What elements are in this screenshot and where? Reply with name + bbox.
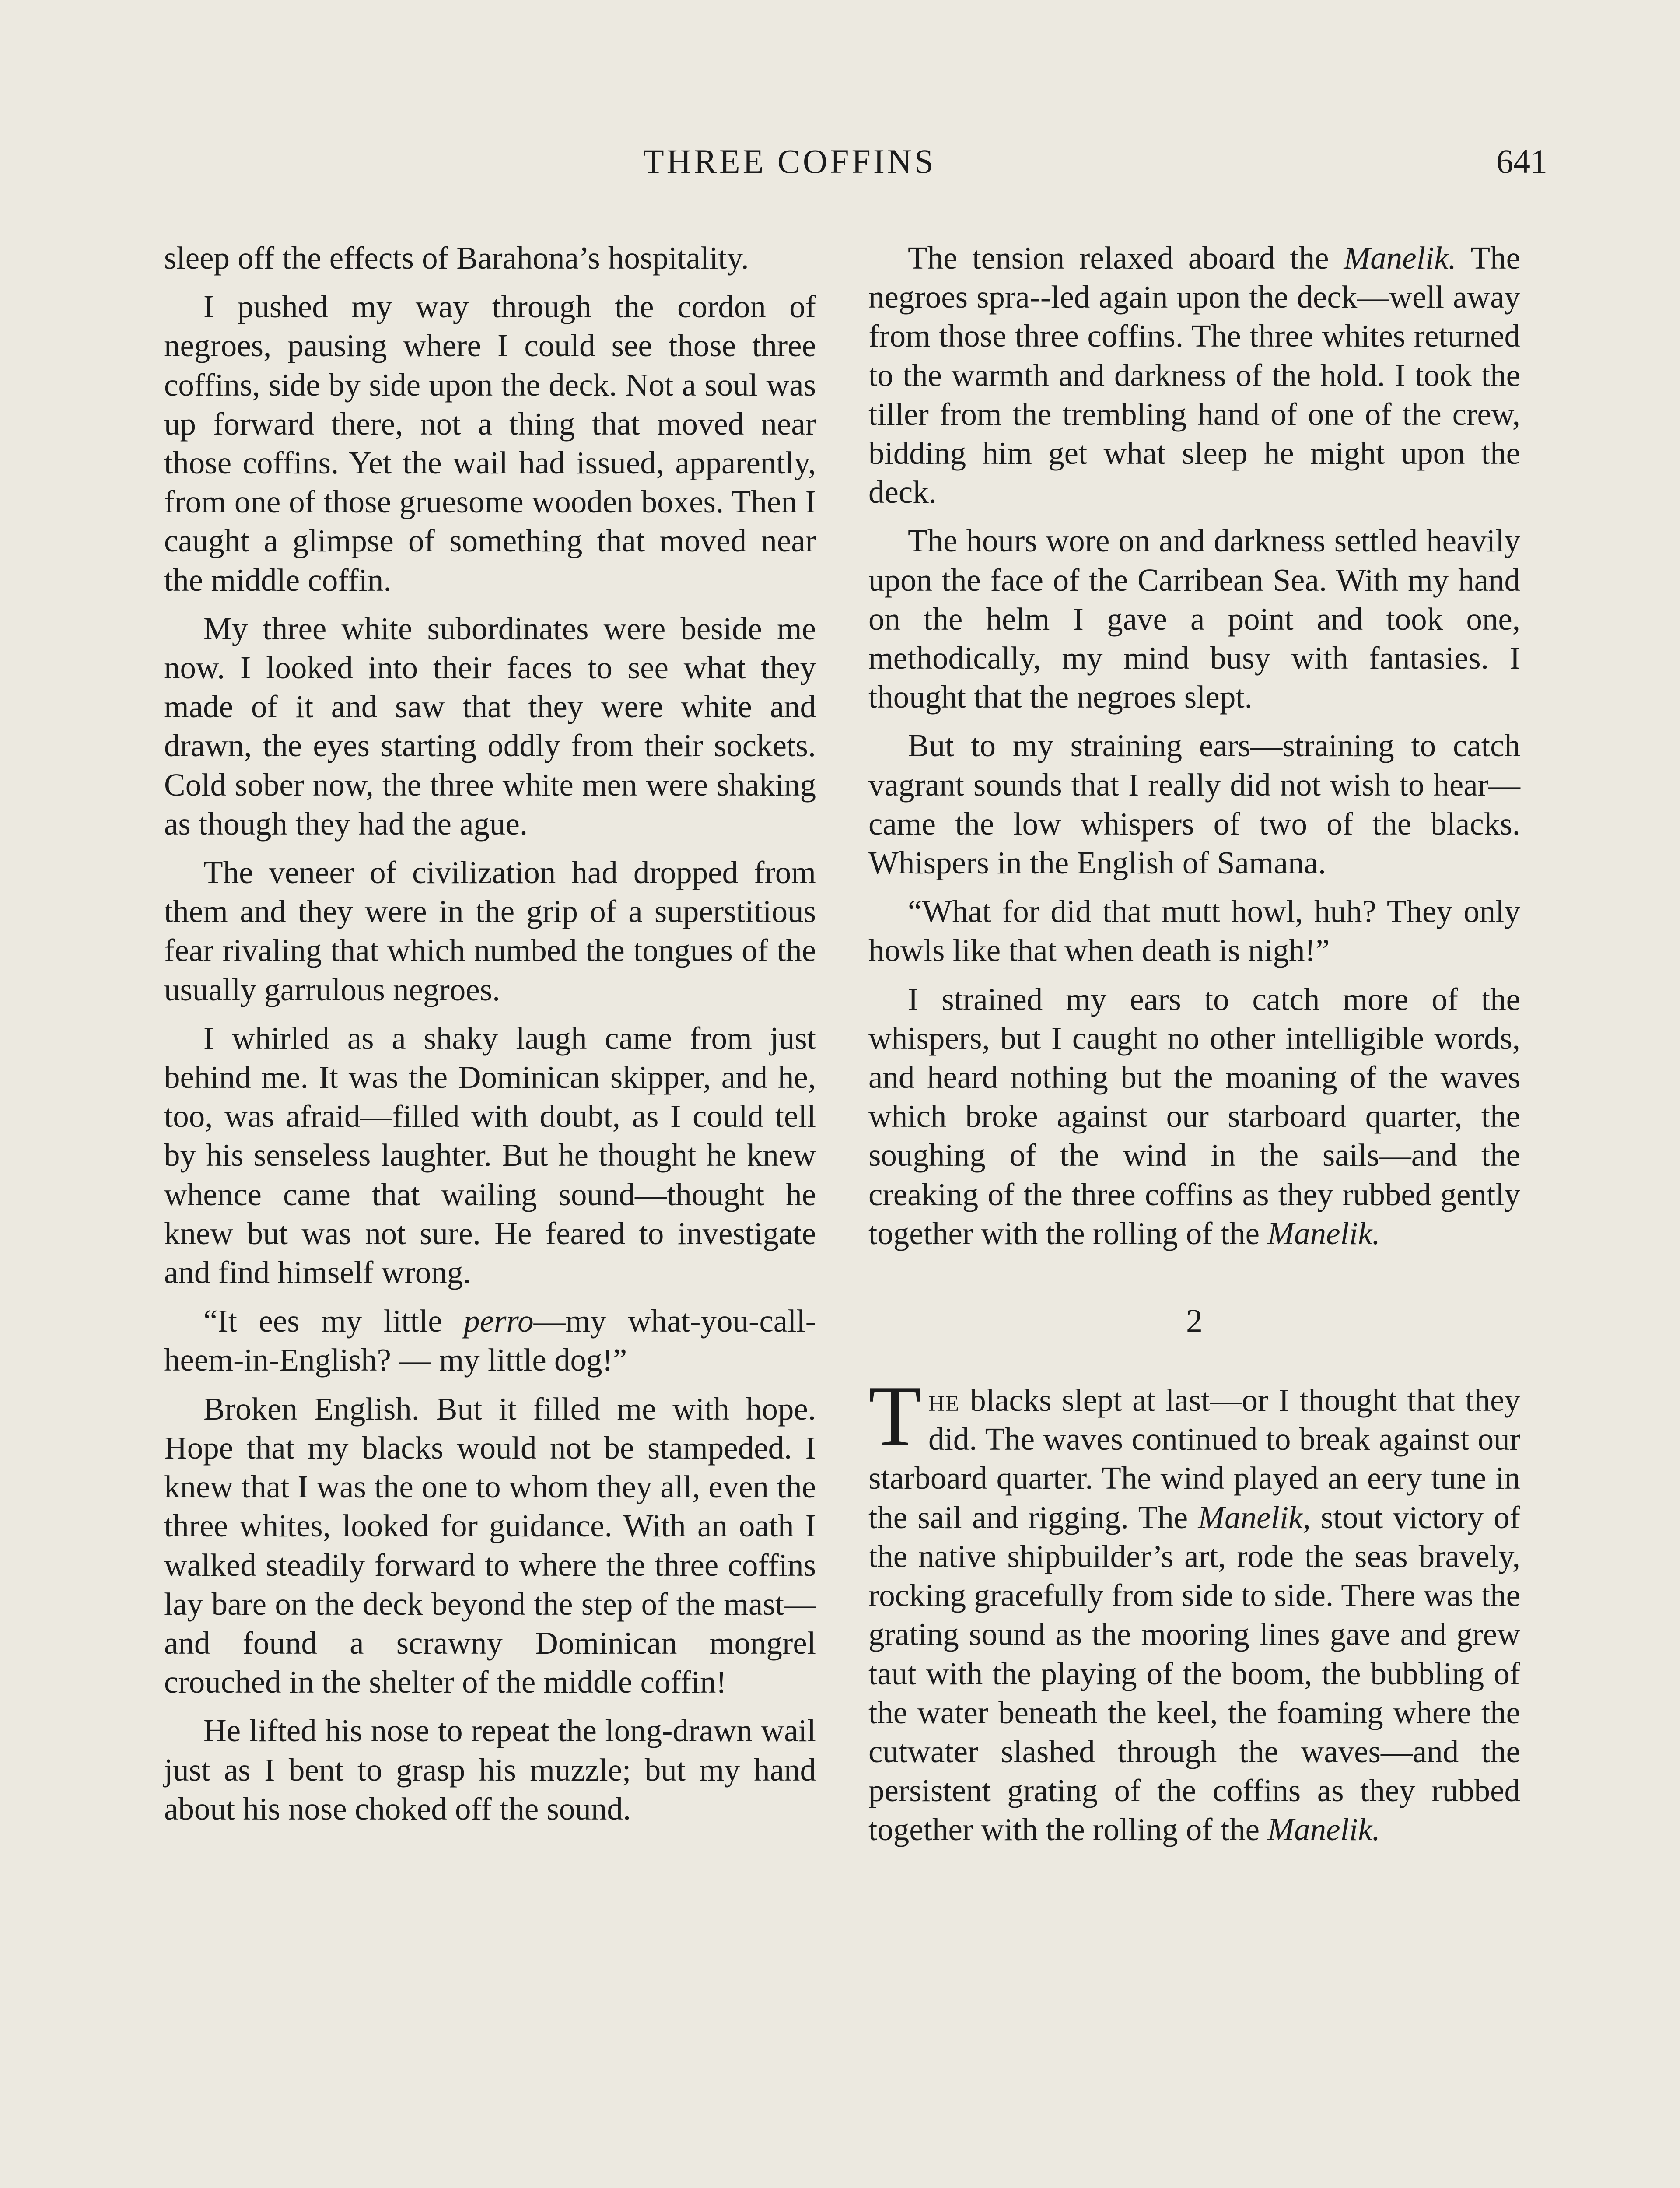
- italic-word: perro: [464, 1303, 534, 1339]
- paragraph: [164, 1301, 816, 1379]
- text-run: —my what-you-call-heem-in-English? — my little dog!”: [164, 1303, 816, 1378]
- paragraph: [868, 1368, 1520, 1849]
- small-caps-lead: he: [928, 1382, 960, 1418]
- section-number: 2: [1186, 1303, 1203, 1340]
- paragraph: The hours wore on and darkness settled heavily upon the face of the Carribean Sea. With my hand on the helm I gave a point and took one, methodically, my mind busy with fantasies. I thought that the negroes slept.: [868, 523, 1520, 715]
- drop-cap: T: [868, 1368, 921, 1464]
- paragraph: But to my straining ears—straining to catch vagrant sounds that I really did not wish to hear—came the low whispers of two of the blacks. Whispers in the English of Samana.: [868, 728, 1520, 881]
- paragraph: [868, 980, 1520, 1253]
- paragraph: The veneer of civilization had dropped from them and they were in the grip of a superstitious fear rivaling that which numbed the tongues of the usually garrulous negroes.: [164, 855, 816, 1007]
- paragraph: He lifted his nose to repeat the long-drawn wail just as I bent to grasp his muzzle; but my hand about his nose choked off the sound.: [164, 1713, 816, 1827]
- text-run: I strained my ears to catch more of the whispers, but I caught no other intelligible words, and heard nothing but the moaning of the waves which broke against our starboard quarter, the soughing of the wind in the sails—and the creaking of the three coffins as they rubbed gently together with the rolling of the: [868, 981, 1520, 1251]
- text-run: The tension relaxed aboard the: [908, 240, 1344, 276]
- paragraph: I pushed my way through the cordon of negroes, pausing where I could see those three coffins, side by side upon the deck. Not a soul was up forward there, not a thing that moved near those coffins. Yet the wail had issued, apparently, from one of those gruesome wooden boxes. Then I caught a glimpse of something that moved near the middle coffin.: [164, 289, 816, 598]
- ship-name: Manelik.: [1267, 1812, 1380, 1848]
- text-run: The negroes spra‐‐led again upon the deck—well away from those three coffins. The three whites returned to the warmth and darkness of the hold. I took the tiller from the trembling hand of one of the crew, bidding him get what sleep he might upon the deck.: [868, 240, 1520, 510]
- ship-name: Manelik.: [1344, 240, 1456, 276]
- paragraph: [868, 238, 1520, 512]
- paragraph: My three white subordinates were beside me now. I looked into their faces to see what they made of it and saw that they were white and drawn, the eyes starting oddly from their sockets. Cold sober now, the three white men were shaking as though they had the ague.: [164, 610, 816, 842]
- paragraph: sleep off the effects of Barahona’s hospitality.: [164, 240, 749, 276]
- paragraph: Broken English. But it filled me with hope. Hope that my blacks would not be stampeded. I knew that I was the one to whom they all, even the three whites, looked for guidance. With an oath I walked steadily forward to where the three coffins lay bare on the deck beyond the step of the mast—and found a scrawny Dominican mongrel crouched in the shelter of the middle coffin!: [164, 1391, 816, 1700]
- right-text-column: [868, 238, 1520, 1859]
- paragraph: I whirled as a shaky laugh came from just behind me. It was the Dominican skipper, and he, too, was afraid—filled with doubt, as I could tell by his senseless laughter. But he thought he knew whence came that wailing sound—thought he knew but was not sure. He feared to investigate and find himself wrong.: [164, 1020, 816, 1290]
- running-head-title: THREE COFFINS: [643, 142, 936, 180]
- text-run: stout victory of the native shipbuilder’s art, rode the seas bravely, rocking gracefully from side to side. There was the grating sound as the mooring lines gave and grew taut with the playing of the boom, the bubbling of the water beneath the keel, the foaming where the cutwater slashed through the waves—and the persistent grating of the coffins as they rubbed together with the rolling of the: [868, 1499, 1520, 1848]
- ship-name: Manelik,: [1198, 1499, 1311, 1535]
- text-run: blacks slept at last—or I thought that they did. The waves continued to break against our starboard quarter. The wind played an eery tune in the sail and rigging. The: [868, 1382, 1520, 1535]
- paragraph: “What for did that mutt howl, huh? They only howls like that when death is nigh!”: [868, 894, 1520, 968]
- left-text-column: [164, 238, 816, 1838]
- text-run: “It ees my little: [203, 1303, 464, 1339]
- ship-name: Manelik.: [1267, 1215, 1380, 1251]
- page-number: 641: [1496, 142, 1547, 180]
